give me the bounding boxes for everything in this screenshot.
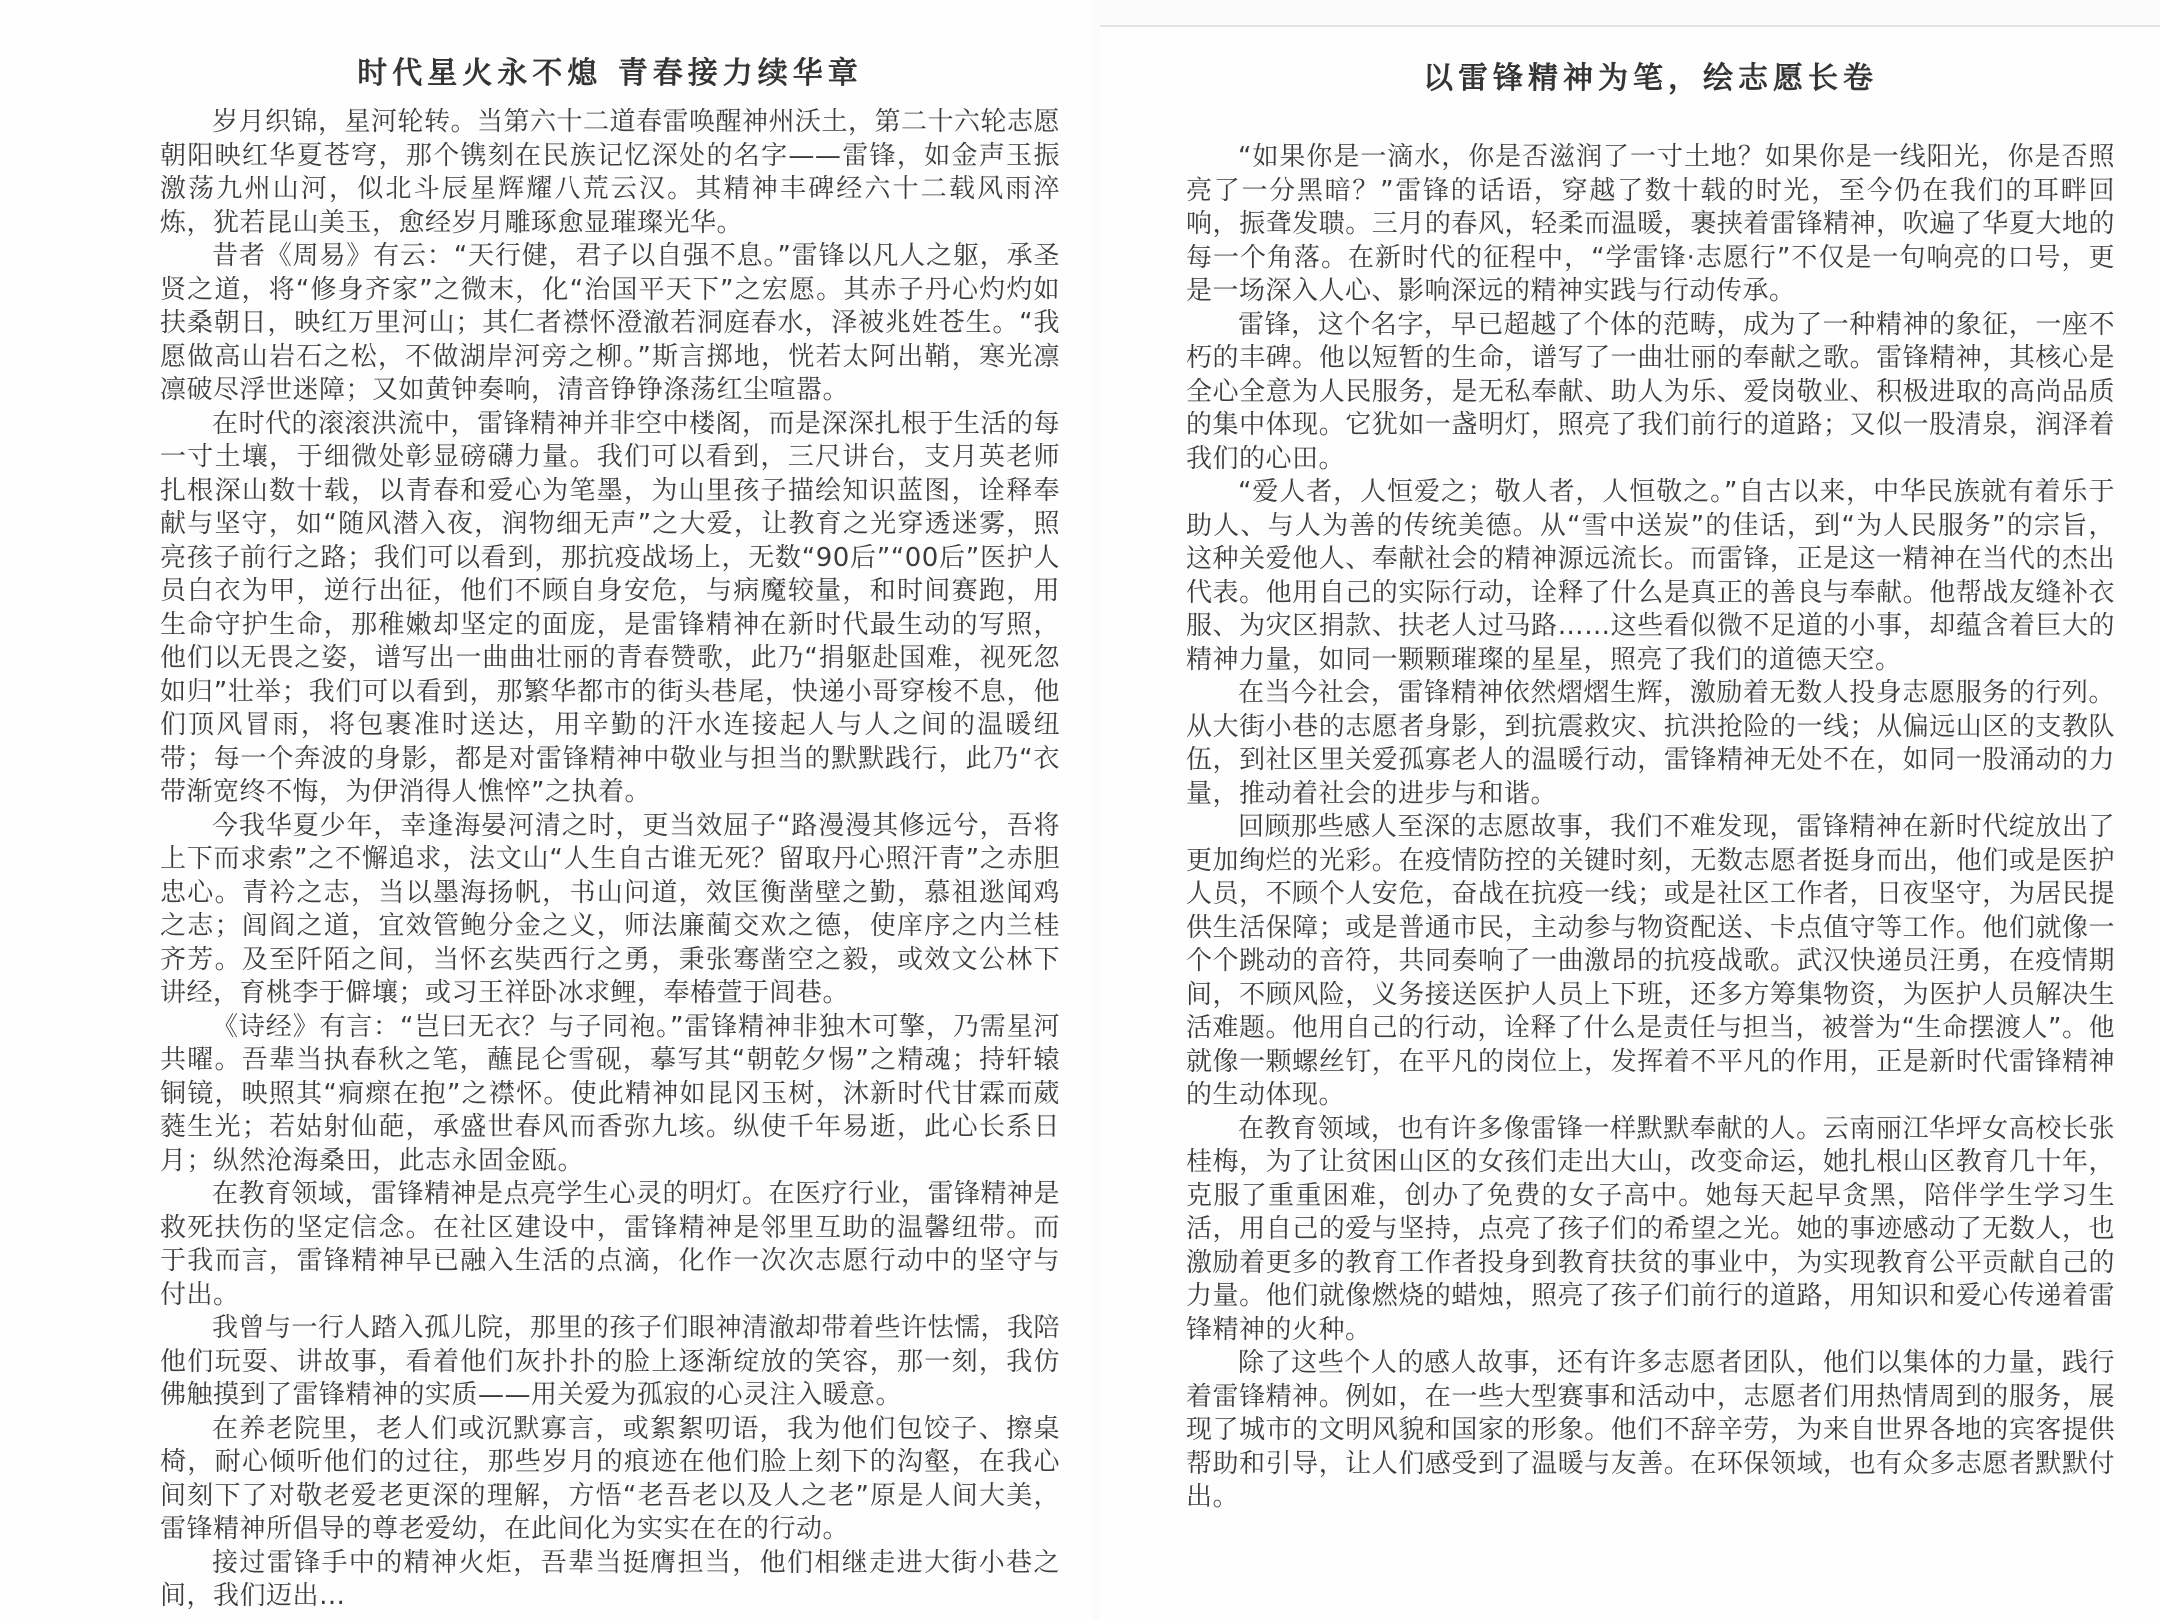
paragraph: 在时代的滚滚洪流中，雷锋精神并非空中楼阁，而是深深扎根于生活的每一寸土壤，于细微处彰显磅礴力量。我们可以看到，三尺讲台，支月英老师扎根深山数十载，以青春和爱心为笔墨，为山里孩子描绘知识蓝图，诠释奉献与坚守，如“随风潜入夜，润物细无声”之大爱，让教育之光穿透迷雾，照亮孩子前行之路；我们可以看到，那抗疫战场上，无数“90后”“00后”医护人员白衣为甲，逆行出征，他们不顾自身安危，与病魔较量，和时间赛跑，用生命守护生命，那稚嫩却坚定的面庞，是雷锋精神在新时代最生动的写照，他们以无畏之姿，谱写出一曲曲壮丽的青春赞歌，此乃“捐躯赴国难，视死忽如归”壮举；我们可以看到，那繁华都市的街头巷尾，快递小哥穿梭不息，他们顶风冒雨，将包裹准时送达，用辛勤的汗水连接起人与人之间的温暖纽带；每一个奔波的身影，都是对雷锋精神中敬业与担当的默默践行，此乃“衣带渐宽终不悔，为伊消得人憔悴”之执着。 — [160, 408, 1061, 807]
paragraph: 在教育领域，雷锋精神是点亮学生心灵的明灯。在医疗行业，雷锋精神是救死扶伤的坚定信念。在社区建设中，雷锋精神是邻里互助的温馨纽带。而于我而言，雷锋精神早已融入生活的点滴，化作一次次志愿行动中的坚守与付出。 — [160, 1179, 1061, 1310]
paragraph: 雷锋，这个名字，早已超越了个体的范畴，成为了一种精神的象征，一座不朽的丰碑。他以短暂的生命，谱写了一曲壮丽的奉献之歌。雷锋精神，其核心是全心全意为人民服务，是无私奉献、助人为乐、爱岗敬业、积极进取的高尚品质的集中体现。它犹如一盏明灯，照亮了我们前行的道路；又似一股清泉，润泽着我们的心田。 — [1186, 309, 2115, 474]
paragraph: 今我华夏少年，幸逢海晏河清之时，更当效屈子“路漫漫其修远兮，吾将上下而求索”之不懈追求，法文山“人生自古谁无死？留取丹心照汗青”之赤胆忠心。青衿之志，当以墨海扬帆，书山问道，效匡衡凿壁之勤，慕祖逖闻鸡之志；闾阎之道，宜效管鲍分金之义，师法廉蔺交欢之德，使庠序之内兰桂齐芳。及至阡陌之间，当怀玄奘西行之勇，秉张骞凿空之毅，或效文公林下讲经，育桃李于僻壤；或习王祥卧冰求鲤，奉椿萱于闾巷。 — [160, 810, 1060, 1008]
paragraph: 岁月织锦，星河轮转。当第六十二道春雷唤醒神州沃土，第二十六轮志愿朝阳映红华夏苍穹，那个镌刻在民族记忆深处的名字——雷锋，如金声玉振激荡九州山河，似北斗辰星辉耀八荒云汉。其精神丰碑经六十二载风雨淬炼，犹若昆山美玉，愈经岁月雕琢愈显璀璨光华。 — [160, 107, 1061, 238]
paragraph: 回顾那些感人至深的志愿故事，我们不难发现，雷锋精神在新时代绽放出了更加绚烂的光彩。在疫情防控的关键时刻，无数志愿者挺身而出，他们或是医护人员，不顾个人安危，奋战在抗疫一线；或是社区工作者，日夜坚守，为居民提供生活保障；或是普通市民，主动参与物资配送、卡点值守等工作。他们就像一个个跳动的音符，共同奏响了一曲激昂的抗疫战歌。武汉快递员汪勇，在疫情期间，不顾风险，义务接送医护人员上下班，还多方筹集物资，为医护人员解决生活难题。他用自己的行动，诠释了什么是责任与担当，被誉为“生命摆渡人”。他就像一颗螺丝钉，在平凡的岗位上，发挥着不平凡的作用，正是新时代雷锋精神的生动体现。 — [1186, 812, 2115, 1110]
right-page-body — [1186, 141, 2115, 1515]
right-page-title: 以雷锋精神为笔，绘志愿长卷 — [1423, 61, 1878, 96]
left-page-title: 时代星火永不熄 青春接力续华章 — [357, 56, 863, 91]
left-page-body — [160, 106, 1060, 1614]
paragraph: 昔者《周易》有云：“天行健，君子以自强不息。”雷锋以凡人之躯，承圣贤之道，将“修身齐家”之微末，化“治国平天下”之宏愿。其赤子丹心灼灼如扶桑朝日，映红万里河山；其仁者襟怀澄澈若洞庭春水，泽被兆姓苍生。“我愿做高山岩石之松，不做湖岸河旁之柳。”斯言掷地，恍若太阿出鞘，寒光凛凛破尽浮世迷障；又如黄钟奏响，清音铮铮涤荡红尘喧嚣。 — [160, 241, 1060, 405]
paragraph: 《诗经》有言：“岂曰无衣？与子同袍。”雷锋精神非独木可擎，乃需星河共曜。吾辈当执春秋之笔，蘸昆仑雪砚，摹写其“朝乾夕惕”之精魂；持轩辕铜镜，映照其“痌瘝在抱”之襟怀。使此精神如昆冈玉树，沐新时代甘霖而葳蕤生光；若姑射仙葩，承盛世春风而香弥九垓。纵使千年易逝，此心长系日月；纵然沧海桑田，此志永固金瓯。 — [160, 1011, 1060, 1176]
paragraph: 在教育领域，也有许多像雷锋一样默默奉献的人。云南丽江华坪女高校长张桂梅，为了让贫困山区的女孩们走出大山，改变命运，她扎根山区教育几十年，克服了重重困难，创办了免费的女子高中。她每天起早贪黑，陪伴学生学习生活，用自己的爱与坚持，点亮了孩子们的希望之光。她的事迹感动了无数人，也激励着更多的教育工作者投身到教育扶贫的事业中，为实现教育公平贡献自己的力量。他们就像燃烧的蜡烛，照亮了孩子们前行的道路，用知识和爱心传递着雷锋精神的火种。 — [1186, 1113, 2115, 1345]
paragraph: 除了这些个人的感人故事，还有许多志愿者团队，他们以集体的力量，践行着雷锋精神。例如，在一些大型赛事和活动中，志愿者们用热情周到的服务，展现了城市的文明风貌和国家的形象。他们不辞辛劳，为来自世界各地的宾客提供帮助和引导，让人们感受到了温暖与友善。在环保领域，也有众多志愿者默默付出。 — [1186, 1348, 2115, 1512]
paragraph: 我曾与一行人踏入孤儿院，那里的孩子们眼神清澈却带着些许怯懦，我陪他们玩耍、讲故事，看着他们灰扑扑的脸上逐渐绽放的笑容，那一刻，我仿佛触摸到了雷锋精神的实质——用关爱为孤寂的心灵注入暖意。 — [160, 1313, 1061, 1410]
document-page-right — [1100, 25, 2160, 1620]
paragraph: 在养老院里，老人们或沉默寡言，或絮絮叨语，我为他们包饺子、擦桌椅，耐心倾听他们的过往，那些岁月的痕迹在他们脸上刻下的沟壑，在我心间刻下了对敬老爱老更深的理解，方悟“老吾老以及人之老”原是人间大美，雷锋精神所倡导的尊老爱幼，在此间化为实实在在的行动。 — [160, 1413, 1060, 1544]
paragraph: “爱人者，人恒爱之；敬人者，人恒敬之。”自古以来，中华民族就有着乐于助人、与人为善的传统美德。从“雪中送炭”的佳话，到“为人民服务”的宗旨，这种关爱他人、奉献社会的精神源远流长。而雷锋，正是这一精神在当代的杰出代表。他用自己的实际行动，诠释了什么是真正的善良与奉献。他帮战友缝补衣服、为灾区捐款、扶老人过马路……这些看似微不足道的小事，却蕴含着巨大的精神力量，如同一颗颗璀璨的星星，照亮了我们的道德天空。 — [1186, 477, 2115, 675]
paragraph: “如果你是一滴水，你是否滋润了一寸土地？如果你是一线阳光，你是否照亮了一分黑暗？”雷锋的话语，穿越了数十载的时光，至今仍在我们的耳畔回响，振聋发聩。三月的春风，轻柔而温暖，裹挟着雷锋精神，吹遍了华夏大地的每一个角落。在新时代的征程中，“学雷锋·志愿行”不仅是一句响亮的口号，更是一场深入人心、影响深远的精神实践与行动传承。 — [1186, 142, 2115, 306]
paragraph: 在当今社会，雷锋精神依然熠熠生辉，激励着无数人投身志愿服务的行列。从大街小巷的志愿者身影，到抗震救灾、抗洪抢险的一线；从偏远山区的支教队伍，到社区里关爱孤寡老人的温暖行动，雷锋精神无处不在，如同一股涌动的力量，推动着社会的进步与和谐。 — [1186, 678, 2115, 809]
paragraph: 接过雷锋手中的精神火炬，吾辈当挺膺担当，他们相继走进大街小巷之间，我们迈出… — [160, 1547, 1060, 1611]
